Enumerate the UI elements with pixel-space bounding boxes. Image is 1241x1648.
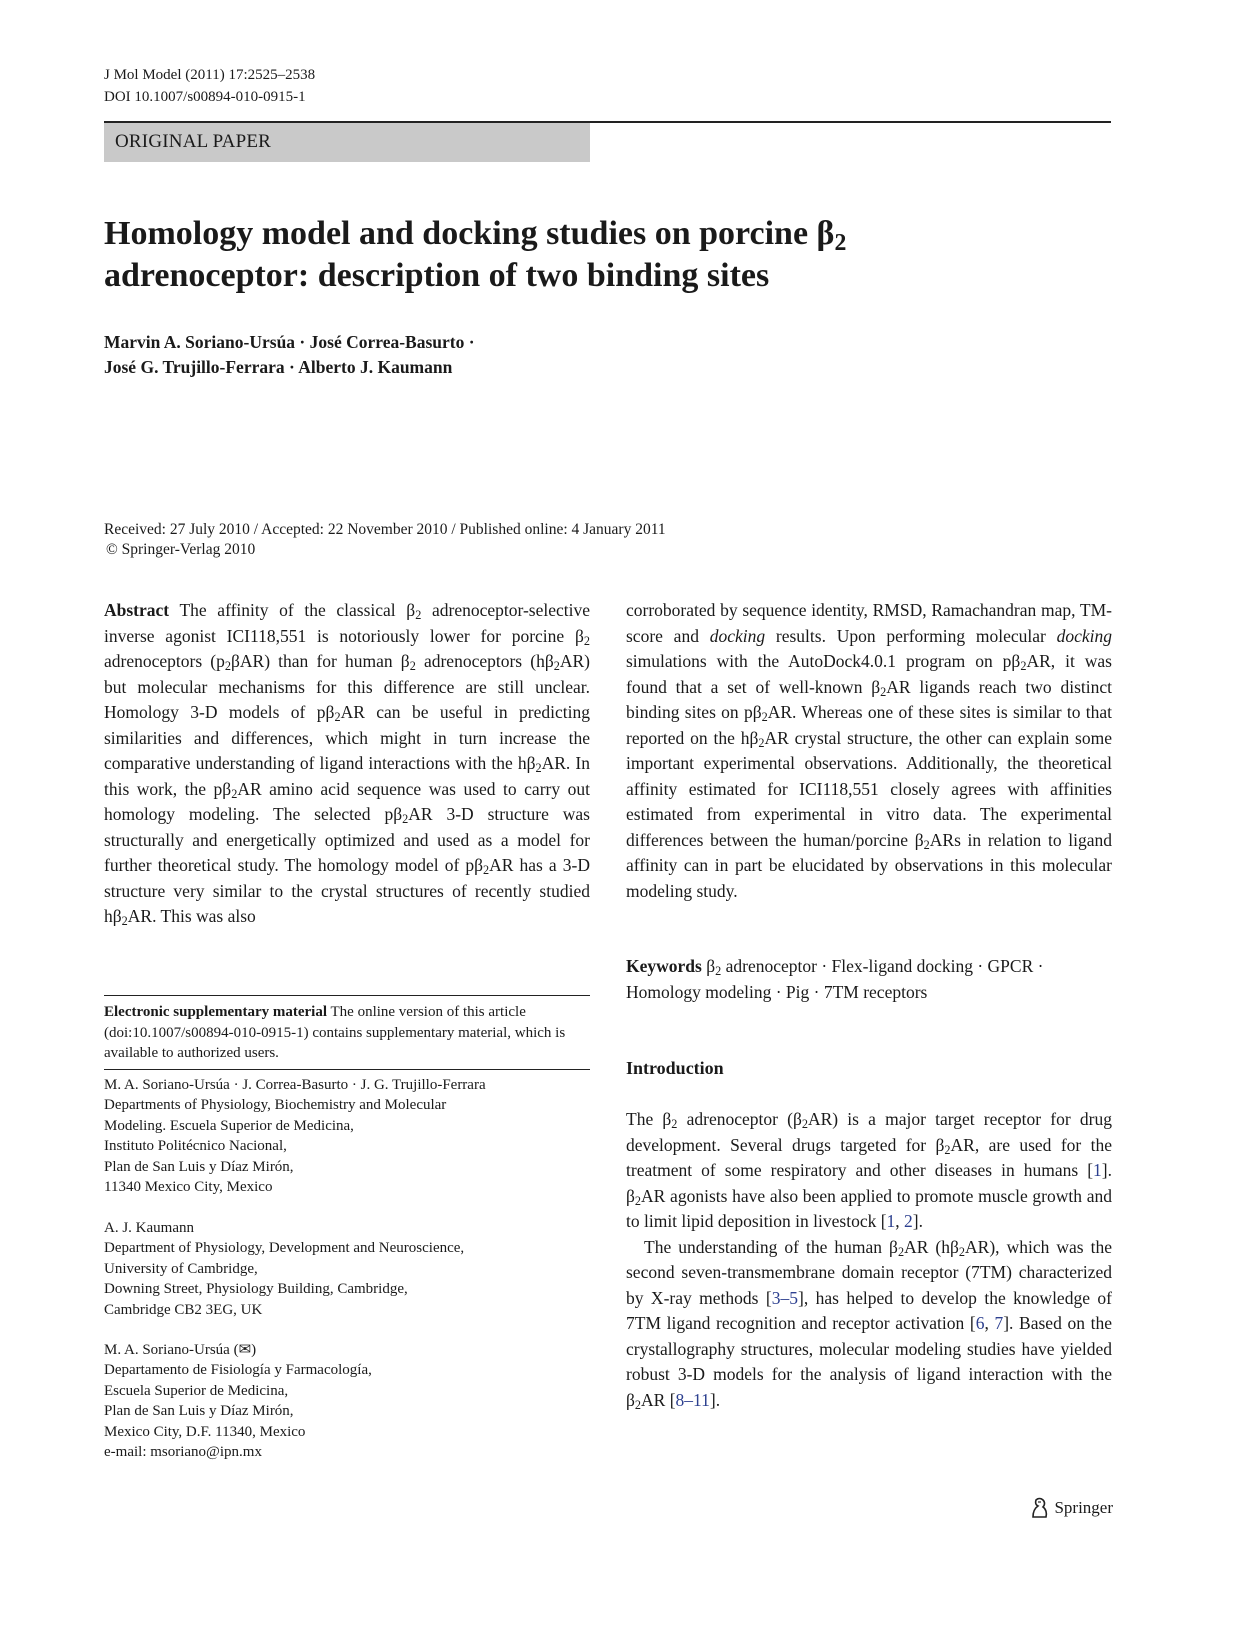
intro-paragraph-1 xyxy=(626,1107,1112,1235)
section-label: ORIGINAL PAPER xyxy=(115,131,272,152)
affiliation-line: M. A. Soriano-Ursúa · J. Correa-Basurto · J. G. Trujillo-Ferrara xyxy=(104,1077,486,1093)
abstract-text: AR has a 3-D structure very similar to the crystal structures of recently studied hβ xyxy=(104,855,590,926)
affiliation-block xyxy=(104,1340,590,1462)
supplementary-note xyxy=(104,1002,590,1064)
introduction-heading: Introduction xyxy=(626,1058,724,1078)
abstract-text: adrenoceptors (hβ xyxy=(415,651,554,671)
subscript: 2 xyxy=(944,1142,951,1157)
abstract-text: AR amino acid sequence was used to carry out homology modeling. The selected pβ xyxy=(104,778,590,824)
citation-link[interactable]: 8–11 xyxy=(675,1389,710,1410)
esm-rule xyxy=(104,995,590,996)
title-line2: adrenoceptor: description of two binding sites xyxy=(104,257,770,294)
abstract-text: AR) but molecular mechanisms for this difference are still unclear. Homology 3-D models of pβ xyxy=(104,651,590,722)
journal-reference: J Mol Model (2011) 17:2525–2538 xyxy=(104,67,316,83)
citation-link[interactable]: 1 xyxy=(886,1211,896,1231)
affiliation-line: Departments of Physiology, Biochemistry and Molecular xyxy=(104,1097,447,1114)
intro-text: AR [ xyxy=(641,1389,676,1410)
affiliation-line: Departamento de Fisiología y Farmacología, xyxy=(104,1362,372,1379)
subscript: 2 xyxy=(402,812,409,827)
copyright: © Springer-Verlag 2010 xyxy=(106,541,256,558)
email-address[interactable]: e-mail: msoriano@ipn.mx xyxy=(104,1444,262,1461)
citation-link[interactable]: 2 xyxy=(904,1211,913,1231)
subscript: 2 xyxy=(634,1193,642,1208)
springer-horse-icon xyxy=(1029,1497,1049,1519)
abstract-text: AR can be useful in predicting similarities and differences, which might in turn increase the comparative understanding of ligand interactions with the hβ xyxy=(104,702,590,773)
subscript: 2 xyxy=(801,1117,808,1132)
subscript: 2 xyxy=(761,710,768,725)
title-line1: Homology model and docking studies on porcine β xyxy=(104,215,835,252)
intro-text: ]. Based on the crystallography structures, molecular modeling studies have yielded robust 3-D models for the analysis of ligand interaction with the β xyxy=(626,1313,1112,1410)
intro-text: AR (hβ xyxy=(904,1236,959,1257)
subscript: 2 xyxy=(224,659,231,674)
publication-history xyxy=(104,520,666,560)
intro-text: AR, are used for the treatment of some respiratory and other diseases in humans [ xyxy=(626,1134,1112,1180)
subscript: 2 xyxy=(671,1117,678,1132)
publisher-logo xyxy=(1029,1497,1113,1519)
introduction-body xyxy=(626,1107,1112,1413)
intro-text: ]. xyxy=(709,1389,721,1410)
subscript: 2 xyxy=(923,837,930,852)
citation-link[interactable]: 7 xyxy=(994,1313,1004,1333)
title-subscript: 2 xyxy=(834,229,847,256)
keywords-heading: Keywords xyxy=(626,956,702,976)
subscript: 2 xyxy=(409,659,416,674)
esm-text: The online version of this article (doi:10.1007/s00894-010-0915-1) contains supplementary material, which is available to authorized users. xyxy=(104,1004,566,1061)
subscript: 2 xyxy=(1020,659,1027,674)
subscript: 2 xyxy=(715,964,722,979)
author-list xyxy=(104,330,804,380)
subscript: 2 xyxy=(483,863,490,878)
abstract-text: AR ligands reach two distinct binding sites on pβ xyxy=(626,676,1112,722)
abstract-emphasis: docking xyxy=(1056,625,1112,646)
abstract-text: corroborated by sequence identity, RMSD, Ramachandran map, TM-score and xyxy=(626,600,1112,646)
intro-text: ]. β xyxy=(626,1160,1112,1206)
keywords-text: adrenoceptor · Flex-ligand docking · GPCR · Homology modeling · Pig · 7TM receptors xyxy=(626,956,1044,1002)
subscript: 2 xyxy=(583,633,590,648)
citation-link[interactable]: 6 xyxy=(975,1313,985,1333)
abstract-text: results. Upon performing molecular xyxy=(765,625,1057,646)
abstract-text: AR crystal structure, the other can explain some important experimental observations. Additionally, the theoretical affinity estimated for ICI118,551 closely agrees with affinities estimated from experimental in vitro data. The experimental differences between the human/porcine β xyxy=(626,727,1112,850)
subscript: 2 xyxy=(880,684,887,699)
abstract-column-right xyxy=(626,598,1112,904)
affiliation-line: Department of Physiology, Development and Neuroscience, xyxy=(104,1240,465,1257)
affiliation-line: A. J. Kaumann xyxy=(104,1220,194,1236)
subscript: 2 xyxy=(758,735,765,750)
affiliation-line: 11340 Mexico City, Mexico xyxy=(104,1179,273,1196)
abstract-text: adrenoceptor-selective inverse agonist ICI118,551 is notoriously lower for porcine β xyxy=(104,600,590,646)
citation-link[interactable]: 3–5 xyxy=(771,1287,798,1308)
subscript: 2 xyxy=(121,914,128,929)
affiliation-line: Plan de San Luis y Díaz Mirón, xyxy=(104,1158,294,1175)
affiliation-line: Cambridge CB2 3EG, UK xyxy=(104,1301,263,1318)
abstract-text: The affinity of the classical β xyxy=(169,600,416,620)
affiliation-line: Modeling. Escuela Superior de Medicina, xyxy=(104,1117,354,1134)
intro-text: ]. xyxy=(912,1211,923,1231)
subscript: 2 xyxy=(897,1244,905,1259)
intro-text: adrenoceptor (β xyxy=(677,1109,802,1129)
keywords xyxy=(626,954,1112,1005)
affiliation-line: Downing Street, Physiology Building, Cambridge, xyxy=(104,1281,408,1298)
abstract-text: AR, it was found that a set of well-known β xyxy=(626,651,1112,697)
affiliation-line: Plan de San Luis y Díaz Mirón, xyxy=(104,1403,294,1420)
intro-text: , xyxy=(984,1313,995,1333)
abstract-text: βAR) than for human β xyxy=(231,651,410,671)
intro-text: ], has helped to develop the knowledge of 7TM ligand recognition and receptor activation [ xyxy=(626,1287,1112,1333)
abstract-heading: Abstract xyxy=(104,600,170,620)
author-line-2: José G. Trujillo-Ferrara · Alberto J. Kaumann xyxy=(104,357,453,377)
affiliation-block xyxy=(104,1075,590,1197)
intro-text: AR agonists have also been applied to promote muscle growth and to limit lipid deposition in livestock [ xyxy=(626,1185,1112,1231)
history-dates: Received: 27 July 2010 / Accepted: 22 November 2010 / Published online: 4 January 2011 xyxy=(104,521,666,538)
intro-text: The understanding of the human β xyxy=(644,1236,898,1257)
affiliation-line: Mexico City, D.F. 11340, Mexico xyxy=(104,1423,306,1440)
abstract-text: AR 3-D structure was structurally and energetically optimized and used as a model for further theoretical study. The homology model of pβ xyxy=(104,804,590,875)
subscript: 2 xyxy=(958,1244,966,1259)
abstract-text: ARs in relation to ligand affinity can in part be elucidated by observations in this molecular modeling study. xyxy=(626,829,1112,901)
subscript: 2 xyxy=(553,659,560,674)
citation-link[interactable]: 1 xyxy=(1093,1160,1102,1180)
author-line-1: Marvin A. Soriano-Ursúa · José Correa-Basurto · xyxy=(104,332,475,352)
intro-paragraph-2 xyxy=(626,1235,1112,1414)
paper-title xyxy=(104,213,1064,297)
subscript: 2 xyxy=(231,786,238,801)
subscript: 2 xyxy=(634,1397,642,1412)
subscript: 2 xyxy=(415,608,422,623)
abstract-text: adrenoceptors (p xyxy=(104,651,225,671)
intro-text: AR), which was the second seven-transmembrane domain receptor (7TM) characterized by X-ray methods [ xyxy=(626,1236,1112,1308)
subscript: 2 xyxy=(535,761,542,776)
affiliation-block xyxy=(104,1218,590,1320)
keywords-text: β xyxy=(701,956,716,976)
affiliation-line: M. A. Soriano-Ursúa (✉) xyxy=(104,1342,257,1358)
affiliation-line: University of Cambridge, xyxy=(104,1260,258,1277)
affiliation-line: Instituto Politécnico Nacional, xyxy=(104,1138,287,1155)
intro-text: The β xyxy=(626,1109,672,1129)
intro-text: AR) is a major target receptor for drug development. Several drugs targeted for β xyxy=(626,1109,1112,1155)
abstract-emphasis: docking xyxy=(709,625,766,646)
abstract-text: AR. Whereas one of these sites is similar to that reported on the hβ xyxy=(626,702,1112,748)
abstract-text: AR. This was also xyxy=(127,906,256,926)
publisher-name: Springer xyxy=(1054,1498,1113,1517)
affiliation-line: Escuela Superior de Medicina, xyxy=(104,1382,289,1399)
journal-doi: DOI 10.1007/s00894-010-0915-1 xyxy=(104,89,306,105)
affiliation-rule xyxy=(104,1069,590,1070)
abstract-text: AR. In this work, the pβ xyxy=(104,753,590,799)
abstract-text: simulations with the AutoDock4.0.1 program on pβ xyxy=(626,651,1021,671)
esm-heading: Electronic supplementary material xyxy=(104,1004,328,1020)
abstract-column-left xyxy=(104,598,590,930)
intro-text: , xyxy=(895,1211,905,1231)
subscript: 2 xyxy=(334,710,341,725)
